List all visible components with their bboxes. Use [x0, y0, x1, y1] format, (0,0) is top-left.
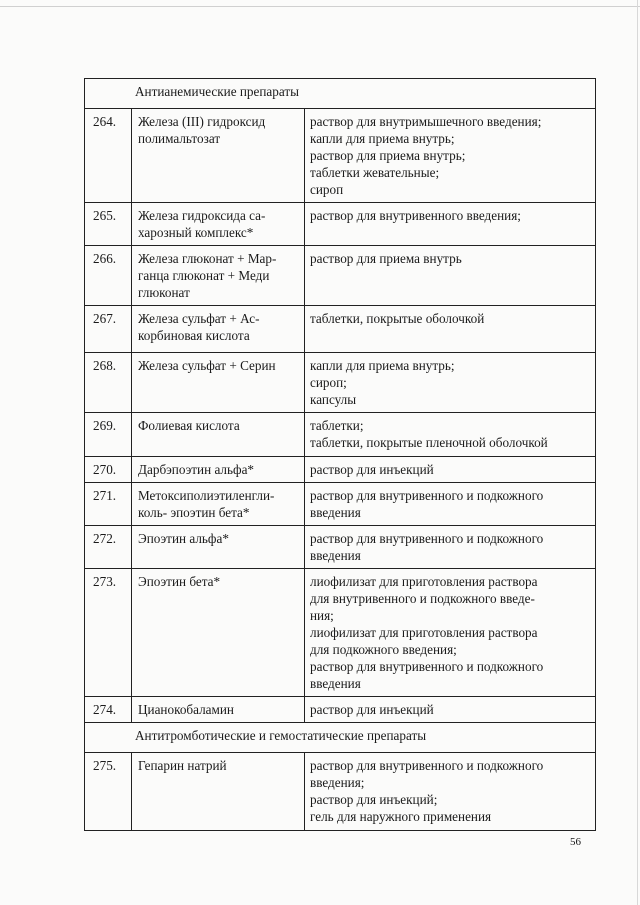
dosage-form-line: раствор для внутривенного и подкожного — [310, 758, 544, 773]
dosage-forms — [305, 753, 596, 831]
item-number: 270. — [85, 457, 132, 483]
page-number: 56 — [570, 836, 581, 848]
drug-name: Эпоэтин альфа* — [132, 526, 305, 569]
section-header-row — [85, 79, 596, 109]
item-number: 273. — [85, 569, 132, 697]
drug-name: Железа гидроксида са- харозный комплекс* — [132, 203, 305, 246]
table-row — [85, 697, 596, 723]
dosage-form-line: раствор для внутривенного введения; — [310, 208, 521, 223]
dosage-form-line: раствор для инъекций — [310, 702, 434, 717]
drug-name: Железа сульфат + Серин — [132, 353, 305, 413]
drug-name: Гепарин натрий — [132, 753, 305, 831]
dosage-form-line: раствор для внутривенного и подкожного — [310, 659, 544, 674]
drug-name: Фолиевая кислота — [132, 413, 305, 457]
table-row — [85, 353, 596, 413]
scan-edge-right — [637, 0, 638, 905]
dosage-form-line: введения — [310, 676, 361, 691]
drug-name: Железа (III) гидроксид полимальтозат — [132, 109, 305, 203]
dosage-form-line: лиофилизат для приготовления раствора — [310, 574, 538, 589]
dosage-form-line: лиофилизат для приготовления раствора — [310, 625, 538, 640]
item-number: 264. — [85, 109, 132, 203]
item-number: 266. — [85, 246, 132, 306]
dosage-forms — [305, 306, 596, 353]
dosage-form-line: введения — [310, 548, 361, 563]
table-row — [85, 483, 596, 526]
dosage-forms — [305, 569, 596, 697]
dosage-form-line: для подкожного введения; — [310, 642, 457, 657]
dosage-form-line: капли для приема внутрь; — [310, 358, 455, 373]
dosage-form-line: раствор для внутривенного и подкожного — [310, 488, 544, 503]
dosage-form-line: раствор для внутримышечного введения; — [310, 114, 542, 129]
section-header-row — [85, 723, 596, 753]
dosage-form-line: капсулы — [310, 392, 357, 407]
table-row — [85, 526, 596, 569]
dosage-form-line: для внутривенного и подкожного введе- — [310, 591, 535, 606]
dosage-forms — [305, 246, 596, 306]
dosage-form-line: сироп — [310, 182, 344, 197]
section-title: Антитромботические и гемостатические препараты — [85, 723, 596, 753]
dosage-form-line: раствор для инъекций; — [310, 792, 438, 807]
item-number: 274. — [85, 697, 132, 723]
table-row — [85, 109, 596, 203]
item-number: 269. — [85, 413, 132, 457]
dosage-form-line: раствор для инъекций — [310, 462, 434, 477]
dosage-form-line: сироп; — [310, 375, 347, 390]
drug-table — [84, 78, 596, 831]
dosage-form-line: введения — [310, 505, 361, 520]
table-row — [85, 569, 596, 697]
dosage-form-line: гель для наружного применения — [310, 809, 492, 824]
drug-name: Метоксиполиэтиленгли- коль- эпоэтин бета* — [132, 483, 305, 526]
dosage-form-line: раствор для приема внутрь; — [310, 148, 466, 163]
table-row — [85, 306, 596, 353]
dosage-form-line: таблетки, покрытые пленочной оболочкой — [310, 435, 548, 450]
drug-name: Цианокобаламин — [132, 697, 305, 723]
table-row — [85, 413, 596, 457]
dosage-form-line: введения; — [310, 775, 365, 790]
dosage-form-line: таблетки жевательные; — [310, 165, 440, 180]
dosage-form-line: таблетки, покрытые оболочкой — [310, 311, 485, 326]
dosage-forms — [305, 457, 596, 483]
item-number: 265. — [85, 203, 132, 246]
table-row — [85, 246, 596, 306]
item-number: 275. — [85, 753, 132, 831]
table-row — [85, 753, 596, 831]
item-number: 268. — [85, 353, 132, 413]
table-row — [85, 457, 596, 483]
dosage-form-line: капли для приема внутрь; — [310, 131, 455, 146]
section-title: Антианемические препараты — [85, 79, 596, 109]
dosage-forms — [305, 697, 596, 723]
dosage-forms — [305, 526, 596, 569]
drug-name: Железа глюконат + Мар- ганца глюконат + Меди глюконат — [132, 246, 305, 306]
drug-name: Дарбэпоэтин альфа* — [132, 457, 305, 483]
drug-name: Эпоэтин бета* — [132, 569, 305, 697]
scan-edge-top — [0, 6, 640, 7]
dosage-form-line: таблетки; — [310, 418, 364, 433]
drug-table-body — [85, 79, 596, 831]
dosage-forms — [305, 413, 596, 457]
dosage-form-line: ния; — [310, 608, 334, 623]
table-row — [85, 203, 596, 246]
drug-name: Железа сульфат + Ас- корбиновая кислота — [132, 306, 305, 353]
dosage-form-line: раствор для внутривенного и подкожного — [310, 531, 544, 546]
dosage-forms — [305, 203, 596, 246]
dosage-form-line: раствор для приема внутрь — [310, 251, 462, 266]
dosage-forms — [305, 483, 596, 526]
item-number: 271. — [85, 483, 132, 526]
item-number: 272. — [85, 526, 132, 569]
dosage-forms — [305, 353, 596, 413]
dosage-forms — [305, 109, 596, 203]
item-number: 267. — [85, 306, 132, 353]
